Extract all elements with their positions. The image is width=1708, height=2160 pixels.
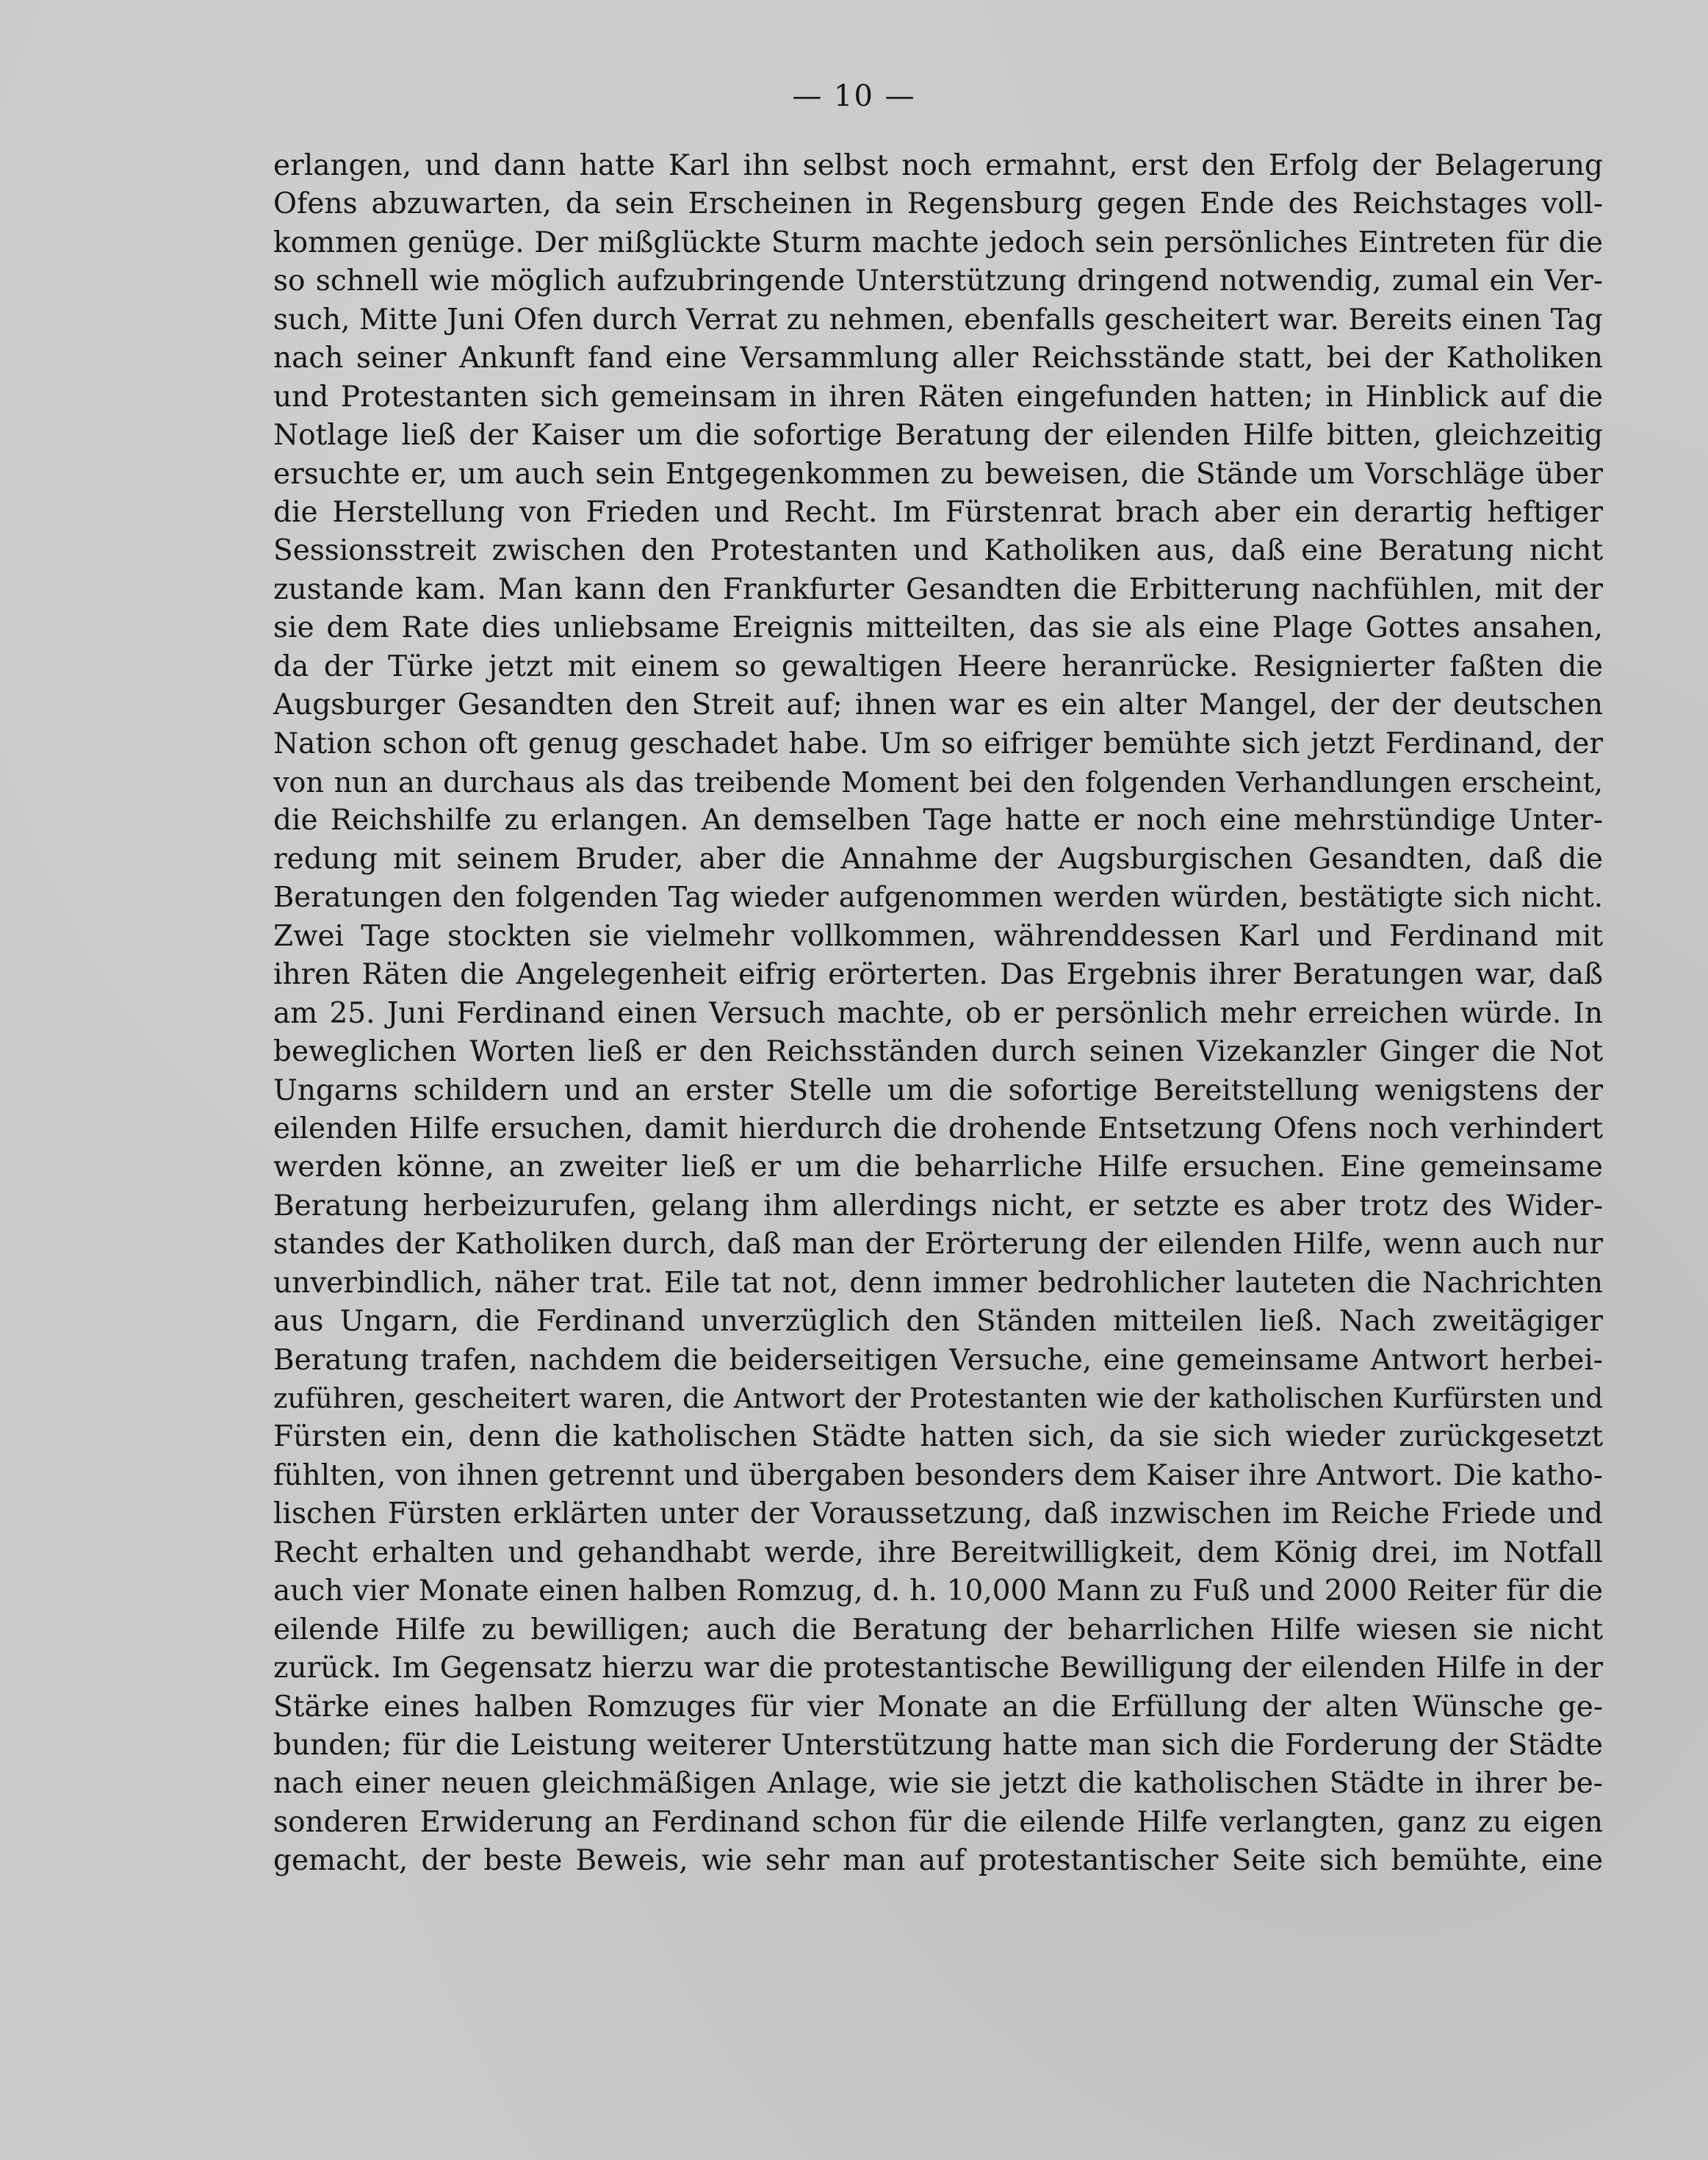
text-line: beweglichen Worten ließ er den Reichsständen durch seinen Vizekanzler Ginger die Not bbox=[273, 1035, 1603, 1069]
text-line: Fürsten ein, denn die katholischen Städte hatten sich, da sie sich wieder zurückgesetzt bbox=[273, 1420, 1603, 1454]
text-line: Recht erhalten und gehandhabt werde, ihre Bereitwilligkeit, dem König drei, im Notfall bbox=[273, 1536, 1603, 1569]
page-number: — 10 — bbox=[792, 79, 916, 113]
text-line: von nun an durchaus als das treibende Moment bei den folgenden Verhandlungen erscheint, bbox=[273, 766, 1603, 799]
text-line: nach seiner Ankunft fand eine Versammlung aller Reichsstände statt, bei der Katholiken bbox=[273, 342, 1603, 375]
text-line: kommen genüge. Der mißglückte Sturm machte jedoch sein persönliches Eintreten für die bbox=[273, 226, 1603, 259]
text-line: Augsburger Gesandten den Streit auf; ihnen war es ein alter Mangel, der der deutschen bbox=[273, 688, 1603, 722]
text-line: eilenden Hilfe ersuchen, damit hierdurch die drohende Entsetzung Ofens noch verhindert bbox=[273, 1112, 1603, 1145]
body-text bbox=[273, 147, 1603, 1881]
text-line: eilende Hilfe zu bewilligen; auch die Beratung der beharrlichen Hilfe wiesen sie nicht bbox=[273, 1613, 1603, 1646]
text-line: fühlten, von ihnen getrennt und übergaben besonders dem Kaiser ihre Antwort. Die katho- bbox=[273, 1458, 1603, 1492]
text-line: Ungarns schildern und an erster Stelle um die sofortige Bereitstellung wenigstens der bbox=[273, 1073, 1603, 1107]
text-line: such, Mitte Juni Ofen durch Verrat zu nehmen, ebenfalls gescheitert war. Bereits einen Tag bbox=[273, 303, 1603, 336]
text-line: Sessionsstreit zwischen den Protestanten und Katholiken aus, daß eine Beratung nicht bbox=[273, 534, 1603, 568]
text-line: erlangen, und dann hatte Karl ihn selbst noch ermahnt, erst den Erfolg der Belagerung bbox=[273, 149, 1603, 182]
text-line: lischen Fürsten erklärten unter der Voraussetzung, daß inzwischen im Reiche Friede und bbox=[273, 1497, 1603, 1531]
text-line: Ofens abzuwarten, da sein Erscheinen in Regensburg gegen Ende des Reichstages voll- bbox=[273, 187, 1603, 221]
text-line: Beratung trafen, nachdem die beiderseitigen Versuche, eine gemeinsame Antwort herbei- bbox=[273, 1343, 1603, 1377]
text-line: Stärke eines halben Romzuges für vier Monate an die Erfüllung der alten Wünsche ge- bbox=[273, 1690, 1603, 1724]
text-line: unverbindlich, näher trat. Eile tat not, denn immer bedrohlicher lauteten die Nachrichten bbox=[273, 1266, 1603, 1300]
text-line: ihren Räten die Angelegenheit eifrig erörterten. Das Ergebnis ihrer Beratungen war, daß bbox=[273, 958, 1603, 992]
text-line: zurück. Im Gegensatz hierzu war die protestantische Bewilligung der eilenden Hilfe in der bbox=[273, 1652, 1603, 1685]
text-line: da der Türke jetzt mit einem so gewaltigen Heere heranrücke. Resignierter faßten die bbox=[273, 649, 1603, 683]
text-line: am 25. Juni Ferdinand einen Versuch machte, ob er persönlich mehr erreichen würde. In bbox=[273, 996, 1603, 1030]
text-line: werden könne, an zweiter ließ er um die beharrliche Hilfe ersuchen. Eine gemeinsame bbox=[273, 1151, 1603, 1184]
text-line: die Reichshilfe zu erlangen. An demselben Tage hatte er noch eine mehrstündige Unter- bbox=[273, 804, 1603, 838]
text-line: zustande kam. Man kann den Frankfurter Gesandten die Erbitterung nachfühlen, mit der bbox=[273, 572, 1603, 606]
text-line: aus Ungarn, die Ferdinand unverzüglich den Ständen mitteilen ließ. Nach zweitägiger bbox=[273, 1305, 1603, 1339]
text-line: so schnell wie möglich aufzubringende Unterstützung dringend notwendig, zumal ein Ver- bbox=[273, 264, 1603, 298]
text-line: Notlage ließ der Kaiser um die sofortige Beratung der eilenden Hilfe bitten, gleichzeitig bbox=[273, 419, 1603, 453]
text-line: Zwei Tage stockten sie vielmehr vollkommen, währenddessen Karl und Ferdinand mit bbox=[273, 919, 1603, 953]
text-line: gemacht, der beste Beweis, wie sehr man auf protestantischer Seite sich bemühte, eine bbox=[273, 1844, 1603, 1878]
text-line: standes der Katholiken durch, daß man der Erörterung der eilenden Hilfe, wenn auch nur bbox=[273, 1228, 1603, 1261]
text-line: und Protestanten sich gemeinsam in ihren Räten eingefunden hatten; in Hinblick auf die bbox=[273, 380, 1603, 414]
text-line: Beratung herbeizurufen, gelang ihm allerdings nicht, er setzte es aber trotz des Wider- bbox=[273, 1189, 1603, 1223]
text-line: sonderen Erwiderung an Ferdinand schon für die eilende Hilfe verlangten, ganz zu eigen bbox=[273, 1805, 1603, 1839]
text-line: bunden; für die Leistung weiterer Unterstützung hatte man sich die Forderung der Städte bbox=[273, 1728, 1603, 1762]
text-line: zuführen, gescheitert waren, die Antwort der Protestanten wie der katholischen Kurfürsten und bbox=[273, 1383, 1603, 1414]
text-line: ersuchte er, um auch sein Entgegenkommen zu beweisen, die Stände um Vorschläge über bbox=[273, 457, 1603, 491]
text-line: auch vier Monate einen halben Romzug, d. h. 10,000 Mann zu Fuß und 2000 Reiter für die bbox=[273, 1574, 1603, 1608]
text-line: sie dem Rate dies unliebsame Ereignis mitteilten, das sie als eine Plage Gottes ansahen, bbox=[273, 611, 1603, 645]
text-line: die Herstellung von Frieden und Recht. Im Fürstenrat brach aber ein derartig heftiger bbox=[273, 495, 1603, 529]
text-line: nach einer neuen gleichmäßigen Anlage, wie sie jetzt die katholischen Städte in ihrer be- bbox=[273, 1767, 1603, 1801]
text-line: Beratungen den folgenden Tag wieder aufgenommen werden würden, bestätigte sich nicht. bbox=[273, 881, 1603, 915]
text-line: Nation schon oft genug geschadet habe. Um so eifriger bemühte sich jetzt Ferdinand, der bbox=[273, 727, 1603, 760]
text-line: redung mit seinem Bruder, aber die Annahme der Augsburgischen Gesandten, daß die bbox=[273, 842, 1603, 876]
